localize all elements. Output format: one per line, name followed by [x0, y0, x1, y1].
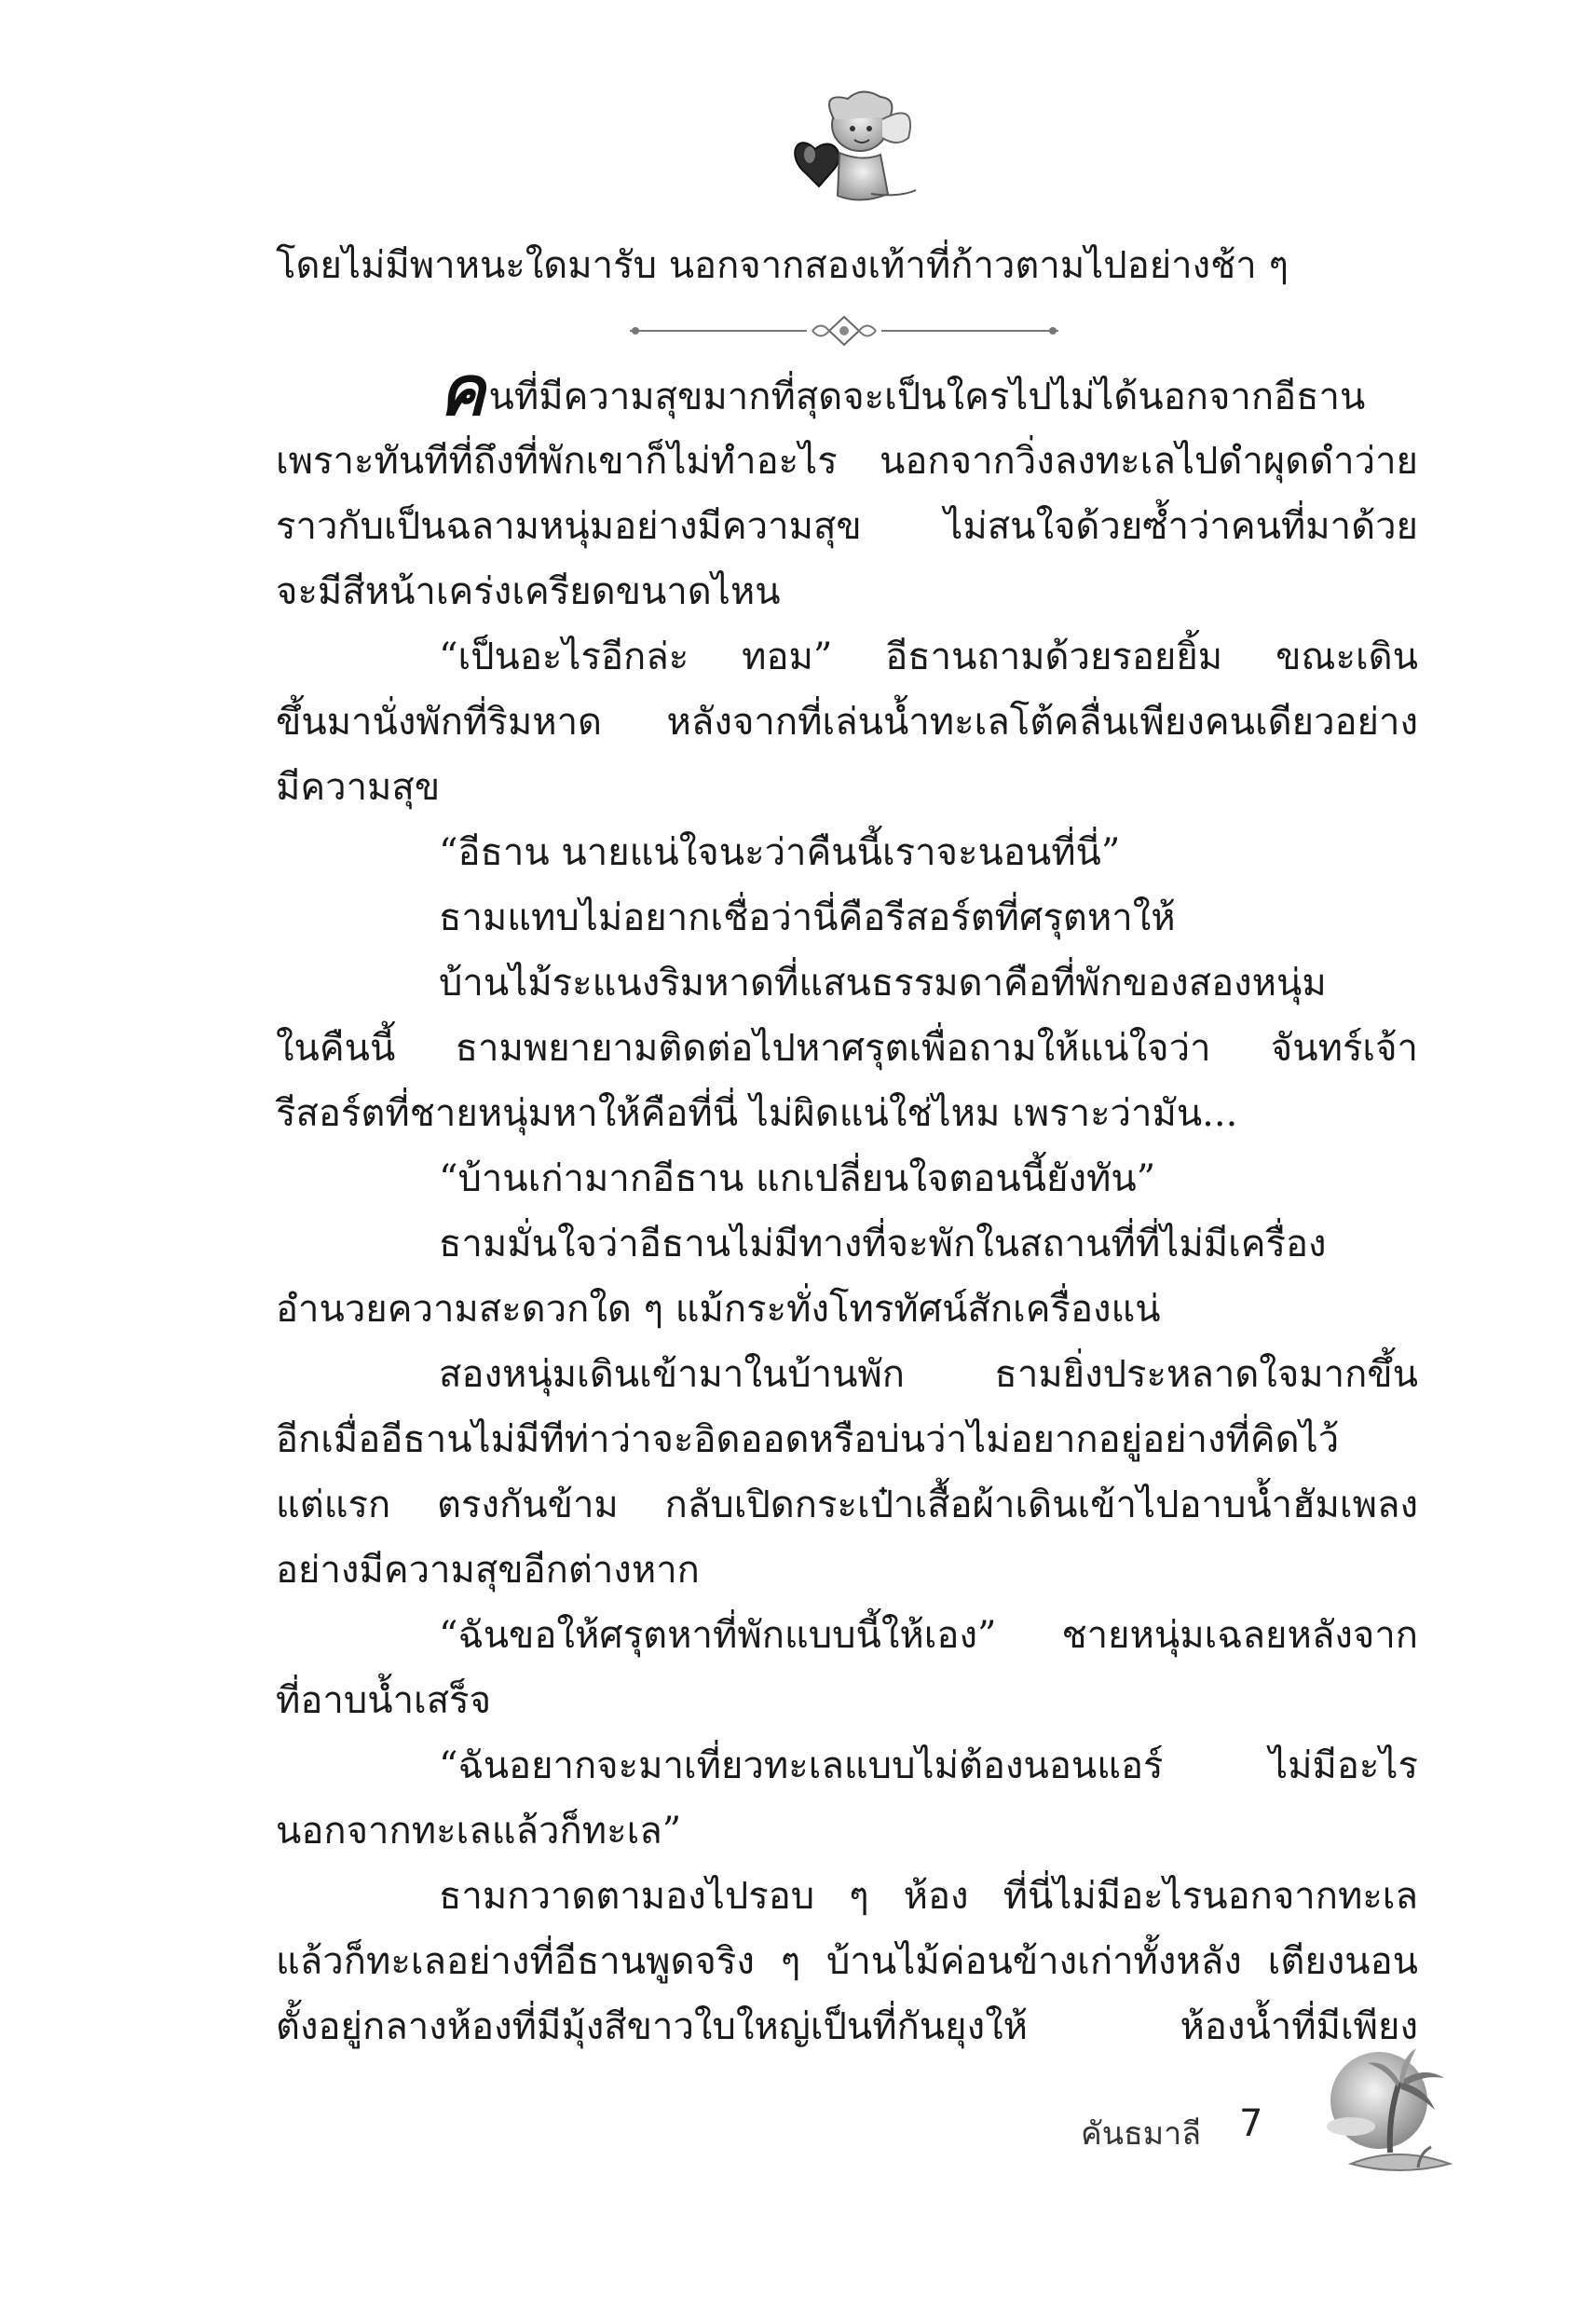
line-text: อำนวยความสะดวกใด ๆ แม้กระทั่งโทรทัศน์สักเครื่องแน่	[276, 1288, 1161, 1331]
line-text: ในคืนนี้ ธามพยายามติดต่อไปหาศรุตเพื่อถามให้แน่ใจว่า จันทร์เจ้า	[276, 1027, 1418, 1070]
text-line	[276, 624, 1418, 690]
line-text: ธามกวาดตามองไปรอบ ๆ ห้อง ที่นี่ไม่มีอะไรนอกจากทะเล	[439, 1875, 1418, 1918]
text-line	[276, 885, 1418, 950]
line-text: “ฉันขอให้ศรุตหาที่พักแบบนี้ให้เอง” ชายหนุ่มเฉลยหลังจาก	[439, 1614, 1418, 1657]
footer-book-title: คันธมาลี	[1081, 2115, 1202, 2153]
text-line	[276, 1929, 1418, 1994]
text-line	[276, 1081, 1418, 1146]
line-text: อีกเมื่ออีธานไม่มีทีท่าว่าจะอิดออดหรือบ่นว่าไม่อยากอยู่อย่างที่คิดไว้	[276, 1418, 1340, 1461]
line-text: ราวกับเป็นฉลามหนุ่มอย่างมีความสุข ไม่สนใจด้วยซ้ำว่าคนที่มาด้วย	[276, 505, 1418, 548]
drop-cap: ค	[439, 351, 485, 431]
text-line	[276, 1016, 1418, 1081]
line-text: แต่แรก ตรงกันข้าม กลับเปิดกระเป๋าเสื้อผ้าเดินเข้าไปอาบน้ำฮัมเพลง	[276, 1484, 1418, 1526]
text-line	[276, 233, 1418, 298]
line-text: “ฉันอยากจะมาเที่ยวทะเลแบบไม่ต้องนอนแอร์ ไม่มีอะไร	[439, 1744, 1418, 1787]
text-line	[276, 690, 1418, 755]
text-line	[276, 1538, 1418, 1603]
line-text: สองหนุ่มเดินเข้ามาในบ้านพัก ธามยิ่งประหลาดใจมากขึ้น	[439, 1353, 1418, 1396]
line-text: ขึ้นมานั่งพักที่ริมหาด หลังจากที่เล่นน้ำทะเลโต้คลื่นเพียงคนเดียวอย่าง	[276, 701, 1418, 744]
palm-island-icon	[1314, 2041, 1453, 2181]
line-text: มีความสุข	[276, 766, 441, 809]
text-line	[276, 1146, 1418, 1211]
line-text: จะมีสีหน้าเคร่งเครียดขนาดไหน	[276, 570, 781, 613]
page-number: 7	[1239, 2102, 1263, 2145]
line-text: รีสอร์ตที่ชายหนุ่มหาให้คือที่นี่ ไม่ผิดแน่ใช่ไหม เพราะว่ามัน...	[276, 1092, 1238, 1135]
text-line	[276, 1733, 1418, 1798]
line-text: เพราะทันทีที่ถึงที่พักเขาก็ไม่ทำอะไร นอกจากวิ่งลงทะเลไปดำผุดดำว่าย	[276, 440, 1418, 483]
text-line	[276, 1211, 1418, 1277]
text-line	[276, 1798, 1418, 1864]
line-text: บ้านไม้ระแนงริมหาดที่แสนธรรมดาคือที่พักของสองหนุ่ม	[439, 962, 1327, 1005]
text-line	[276, 351, 1418, 431]
text-line	[276, 494, 1418, 559]
text-line	[276, 755, 1418, 820]
text-line	[276, 1472, 1418, 1538]
ornament-divider	[276, 298, 1418, 363]
text-line	[276, 1407, 1418, 1472]
text-line	[276, 1342, 1418, 1407]
line-text: โดยไม่มีพาหนะใดมารับ นอกจากสองเท้าที่ก้าวตามไปอย่างช้า ๆ	[276, 244, 1289, 287]
text-line	[276, 1864, 1418, 1929]
body-text	[276, 233, 1418, 2059]
line-text: “อีธาน นายแน่ใจนะว่าคืนนี้เราจะนอนที่นี่”	[439, 831, 1121, 874]
text-line	[276, 1994, 1418, 2059]
line-text: อย่างมีความสุขอีกต่างหาก	[276, 1549, 700, 1592]
line-text: แล้วก็ทะเลอย่างที่อีธานพูดจริง ๆ บ้านไม้ค่อนข้างเก่าทั้งหลัง เตียงนอน	[276, 1940, 1418, 1983]
line-text: “บ้านเก่ามากอีธาน แกเปลี่ยนใจตอนนี้ยังทัน”	[439, 1157, 1156, 1200]
line-text: “เป็นอะไรอีกล่ะ ทอม” อีธานถามด้วยรอยยิ้ม ขณะเดิน	[439, 636, 1418, 678]
text-line	[276, 429, 1418, 494]
line-text: ตั้งอยู่กลางห้องที่มีมุ้งสีขาวใบใหญ่เป็นที่กันยุงให้ ห้องน้ำที่มีเพียง	[276, 2005, 1418, 2048]
text-line	[276, 820, 1418, 885]
line-text: นที่มีความสุขมากที่สุดจะเป็นใครไปไม่ได้นอกจากอีธาน	[488, 376, 1366, 418]
text-line	[276, 1668, 1418, 1733]
text-line	[276, 950, 1418, 1016]
text-line	[276, 559, 1418, 624]
text-line	[276, 1603, 1418, 1668]
line-text: ที่อาบน้ำเสร็จ	[276, 1679, 492, 1722]
line-text: ธามมั่นใจว่าอีธานไม่มีทางที่จะพักในสถานที่ที่ไม่มีเครื่อง	[439, 1223, 1327, 1265]
text-line	[276, 1277, 1418, 1342]
line-text: นอกจากทะเลแล้วก็ทะเล”	[276, 1810, 682, 1853]
cupid-heart-icon	[778, 82, 927, 212]
line-text: ธามแทบไม่อยากเชื่อว่านี่คือรีสอร์ตที่ศรุตหาให้	[439, 896, 1176, 939]
